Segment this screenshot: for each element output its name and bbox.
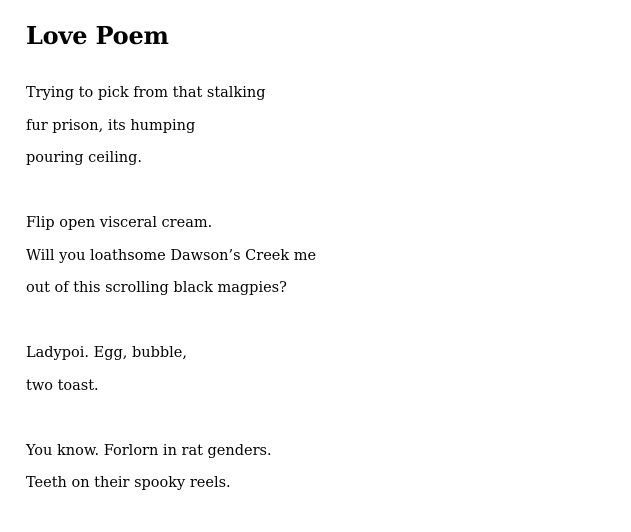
poem-line: Trying to pick from that stalking (26, 85, 266, 101)
poem-body (26, 77, 616, 500)
poem-line: pouring ceiling. (26, 150, 142, 166)
stanza-3 (26, 337, 616, 402)
poem-line: Flip open visceral cream. (26, 215, 213, 231)
poem-line: You know. Forlorn in rat genders. (26, 442, 272, 459)
poem-line: Ladypoi. Egg, bubble, (26, 345, 187, 361)
poem-line: Will you loathsome Dawson’s Creek me (26, 247, 317, 264)
poem-line: Teeth on their spooky reels. (26, 475, 231, 491)
stanza-2 (26, 207, 616, 305)
poem-line: out of this scrolling black magpies? (26, 280, 287, 296)
poem-title: Love Poem (26, 21, 169, 50)
document-page (26, 20, 616, 532)
stanza-4 (26, 435, 616, 500)
poem-line: two toast. (26, 377, 99, 394)
poem-line: fur prison, its humping (26, 117, 196, 134)
stanza-1 (26, 77, 616, 175)
